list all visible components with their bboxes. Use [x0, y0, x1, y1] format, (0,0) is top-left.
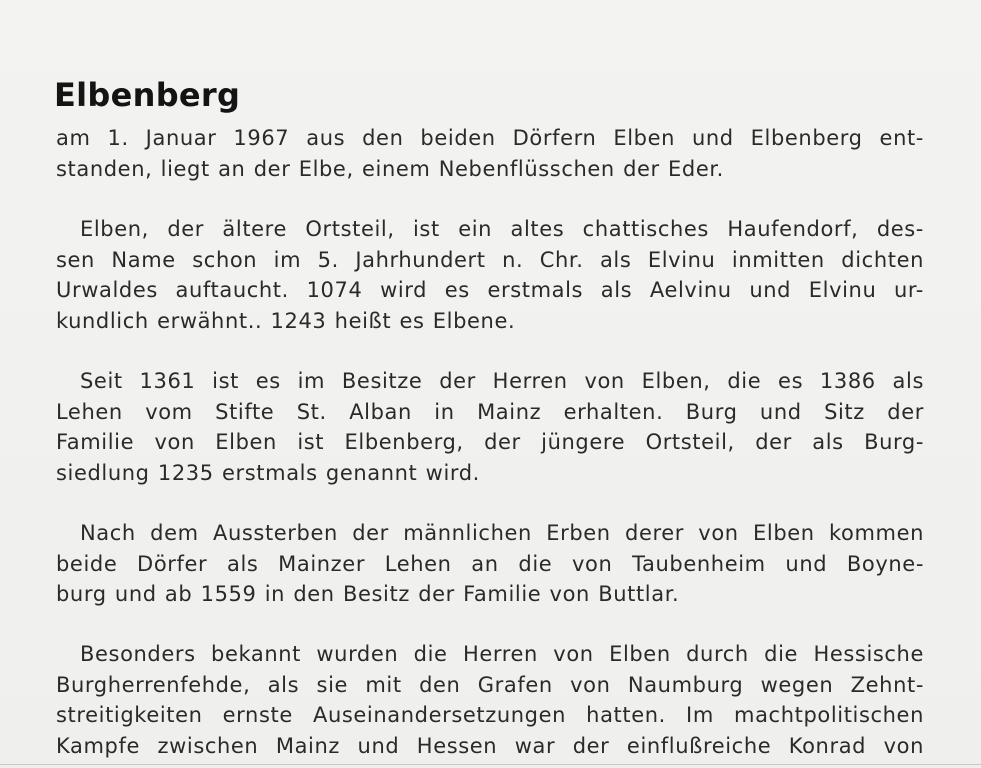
text-line: Kampfe zwischen Mainz und Hessen war der einflußreiche Konrad von	[56, 733, 924, 758]
text-line: Lehen vom Stifte St. Alban in Mainz erhalten. Burg und Sitz der	[56, 399, 924, 424]
text-line: Burgherrenfehde, als sie mit den Grafen von Naumburg wegen Zehnt-	[56, 672, 924, 697]
text-line: kundlich erwähnt.. 1243 heißt es Elbene.	[56, 308, 516, 333]
paragraph-1	[56, 123, 924, 184]
text-line: am 1. Januar 1967 aus den beiden Dörfern Elben und Elbenberg ent-	[56, 126, 924, 150]
text-line: sen Name schon im 5. Jahrhundert n. Chr. als Elvinu inmitten dichten	[56, 247, 924, 272]
paragraph-2	[56, 214, 924, 336]
page-title: Elbenberg	[54, 76, 241, 114]
text-line: beide Dörfer als Mainzer Lehen an die von Taubenheim und Boyne-	[56, 551, 924, 576]
text-line: Elben, der ältere Ortsteil, ist ein altes chattisches Haufendorf, des-	[80, 217, 924, 241]
text-line: Seit 1361 ist es im Besitze der Herren von Elben, die es 1386 als	[80, 369, 924, 393]
text-line: standen, liegt an der Elbe, einem Nebenflüsschen der Eder.	[56, 156, 724, 181]
text-line: burg und ab 1559 in den Besitz der Familie von Buttlar.	[56, 582, 680, 606]
text-line: Besonders bekannt wurden die Herren von Elben durch die Hessische	[80, 642, 924, 666]
text-line: siedlung 1235 erstmals genannt wird.	[56, 460, 480, 485]
page-bottom-rule	[0, 764, 981, 765]
text-line: Familie von Elben ist Elbenberg, der jüngere Ortsteil, der als Burg-	[56, 430, 924, 454]
paragraph-3	[56, 366, 924, 488]
paragraph-5	[56, 639, 924, 761]
paragraph-4	[56, 518, 924, 610]
text-line: Urwaldes auftaucht. 1074 wird es erstmals als Aelvinu und Elvinu ur-	[56, 278, 924, 302]
text-line: streitigkeiten ernste Auseinandersetzungen hatten. Im machtpolitischen	[56, 703, 924, 727]
text-line: Nach dem Aussterben der männlichen Erben derer von Elben kommen	[80, 521, 924, 545]
